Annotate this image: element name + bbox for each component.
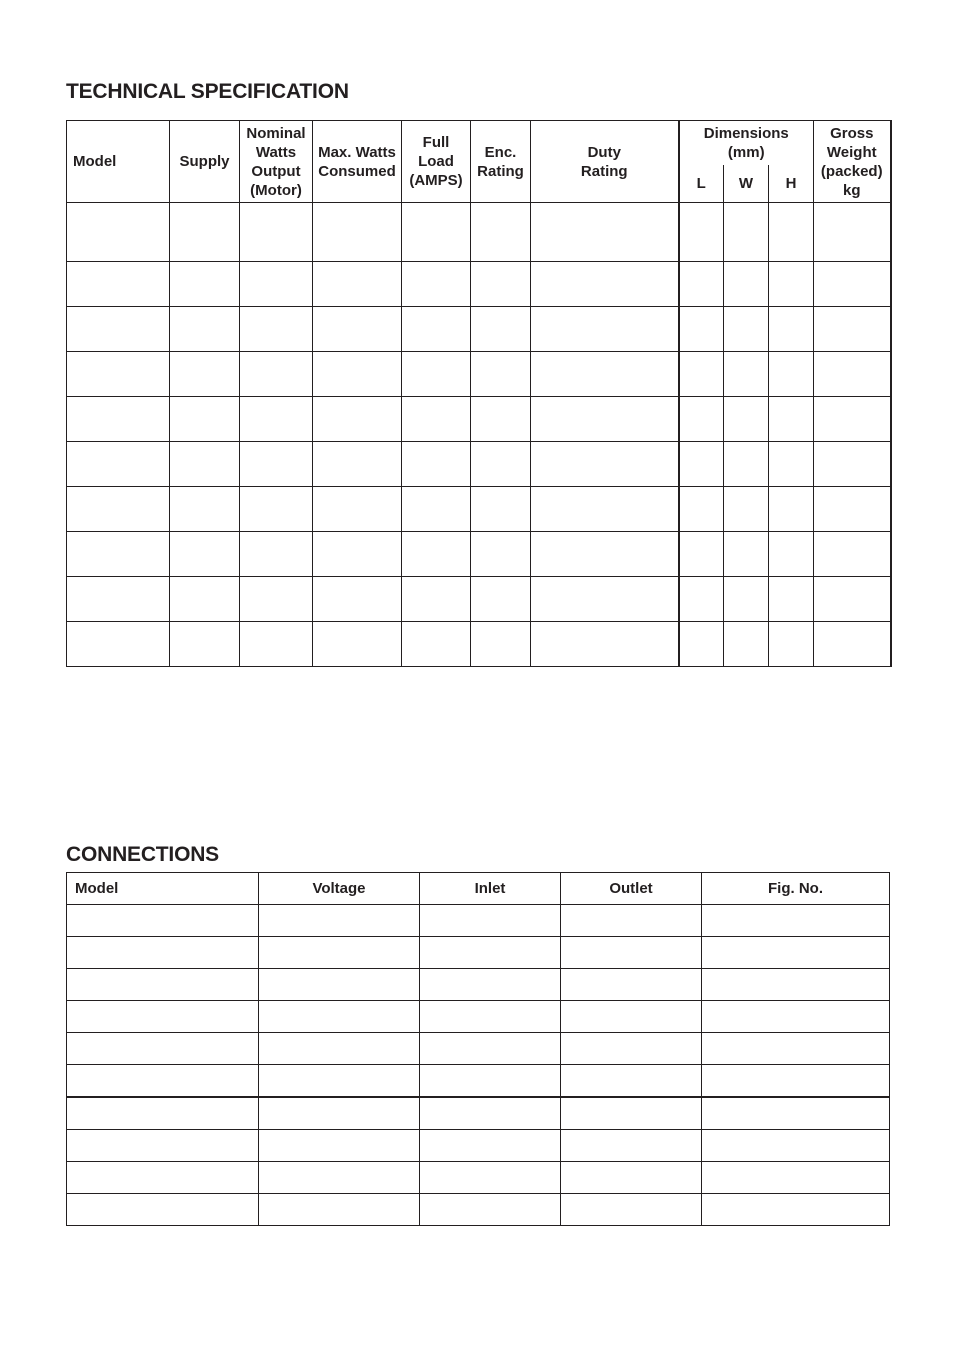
table-row: [67, 905, 890, 937]
conn-header-fig-no: Fig. No.: [702, 873, 890, 905]
header-max-watts-consumed: Max. Watts Consumed: [313, 121, 402, 203]
conn-header-model: Model: [67, 873, 259, 905]
header-supply: Supply: [170, 121, 240, 203]
table-row: [67, 532, 891, 577]
table-row: [67, 487, 891, 532]
header-dim-w: W: [724, 165, 769, 203]
table-row: [67, 1001, 890, 1033]
connections-table: [66, 872, 890, 1226]
header-enc-rating: Enc. Rating: [471, 121, 531, 203]
header-dim-l: L: [679, 165, 724, 203]
header-duty-rating: Duty Rating: [531, 121, 679, 203]
table-row: [67, 307, 891, 352]
table-row: [67, 577, 891, 622]
table-row: [67, 1097, 890, 1130]
table-row: [67, 352, 891, 397]
header-full-load-amps: Full Load (AMPS): [402, 121, 471, 203]
technical-specification-table: [66, 120, 892, 667]
technical-specification-title: TECHNICAL SPECIFICATION: [66, 80, 349, 103]
table-row: [67, 397, 891, 442]
table-row: [67, 1130, 890, 1162]
connections-title: CONNECTIONS: [66, 843, 219, 866]
table-row: [67, 262, 891, 307]
table-row: [67, 203, 891, 262]
header-model: Model: [67, 121, 170, 203]
table-row: [67, 1033, 890, 1065]
table-row: [67, 1162, 890, 1194]
table-row: [67, 622, 891, 667]
header-dim-h: H: [769, 165, 814, 203]
header-dimensions: Dimensions (mm): [679, 121, 814, 165]
table-row: [67, 1194, 890, 1226]
conn-header-voltage: Voltage: [259, 873, 420, 905]
conn-header-outlet: Outlet: [561, 873, 702, 905]
table-row: [67, 442, 891, 487]
header-gross-weight: Gross Weight (packed) kg: [814, 121, 891, 203]
conn-header-inlet: Inlet: [420, 873, 561, 905]
table-row: [67, 969, 890, 1001]
table-row: [67, 937, 890, 969]
table-row: [67, 1065, 890, 1098]
header-nominal-watts-output: Nominal Watts Output (Motor): [240, 121, 313, 203]
